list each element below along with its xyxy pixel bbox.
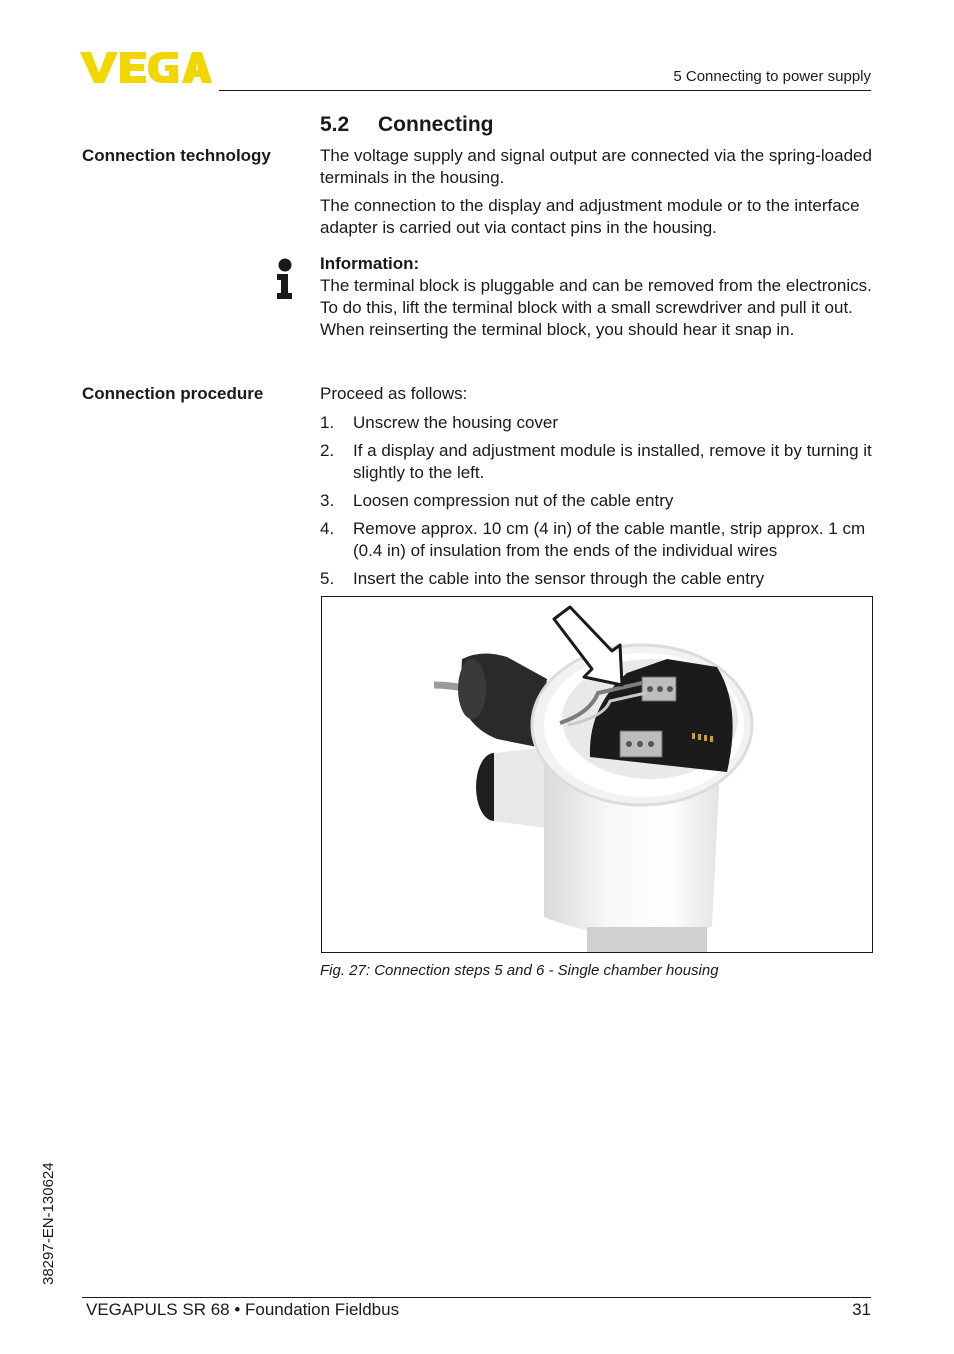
information-title: Information: <box>320 254 420 273</box>
footer-rule <box>82 1297 871 1298</box>
section-title: Connecting <box>378 113 494 136</box>
info-icon <box>273 257 297 301</box>
section-number: 5.2 <box>320 113 350 136</box>
list-item <box>320 568 872 590</box>
housing-illustration <box>322 597 873 953</box>
step-text: Unscrew the housing cover <box>353 413 559 432</box>
list-item <box>320 440 872 484</box>
paragraph: The voltage supply and signal output are connected via the spring-loaded terminals in the housing. <box>320 146 872 187</box>
section-heading <box>320 113 494 137</box>
vega-logo <box>80 50 212 84</box>
footer-product: VEGAPULS SR 68 • Foundation Fieldbus <box>86 1300 400 1319</box>
information-text: The terminal block is pluggable and can be removed from the electronics. To do this, lift the terminal block with a small screwdriver and pull it out. When reinserting the terminal block, you should hear it snap in. <box>320 276 872 339</box>
side-label-connection-procedure: Connection procedure <box>82 384 264 403</box>
paragraph: The connection to the display and adjustment module or to the interface adapter is carried out via contact pins in the housing. <box>320 196 860 237</box>
connection-technology-text <box>320 145 872 239</box>
list-item <box>320 490 872 512</box>
information-note <box>320 253 872 341</box>
procedure-intro: Proceed as follows: <box>320 384 468 403</box>
step-text: Loosen compression nut of the cable entry <box>353 491 674 510</box>
side-label-connection-technology: Connection technology <box>82 146 271 165</box>
document-id: 38297-EN-130624 <box>40 1162 57 1285</box>
step-text: If a display and adjustment module is installed, remove it by turning it slightly to the left. <box>353 441 872 482</box>
page-number: 31 <box>852 1300 871 1319</box>
step-number: 1. <box>320 413 335 432</box>
step-number: 3. <box>320 491 335 510</box>
step-number: 4. <box>320 519 335 538</box>
step-number: 2. <box>320 441 335 460</box>
header-section-title: 5 Connecting to power supply <box>673 68 871 85</box>
figure-caption: Fig. 27: Connection steps 5 and 6 - Single chamber housing <box>320 962 719 979</box>
header-rule <box>219 90 871 91</box>
list-item <box>320 412 872 434</box>
figure-frame <box>321 596 873 953</box>
step-text: Remove approx. 10 cm (4 in) of the cable mantle, strip approx. 1 cm (0.4 in) of insulation from the ends of the individual wires <box>353 519 866 560</box>
step-number: 5. <box>320 569 335 588</box>
list-item <box>320 518 872 562</box>
step-text: Insert the cable into the sensor through the cable entry <box>353 569 765 588</box>
